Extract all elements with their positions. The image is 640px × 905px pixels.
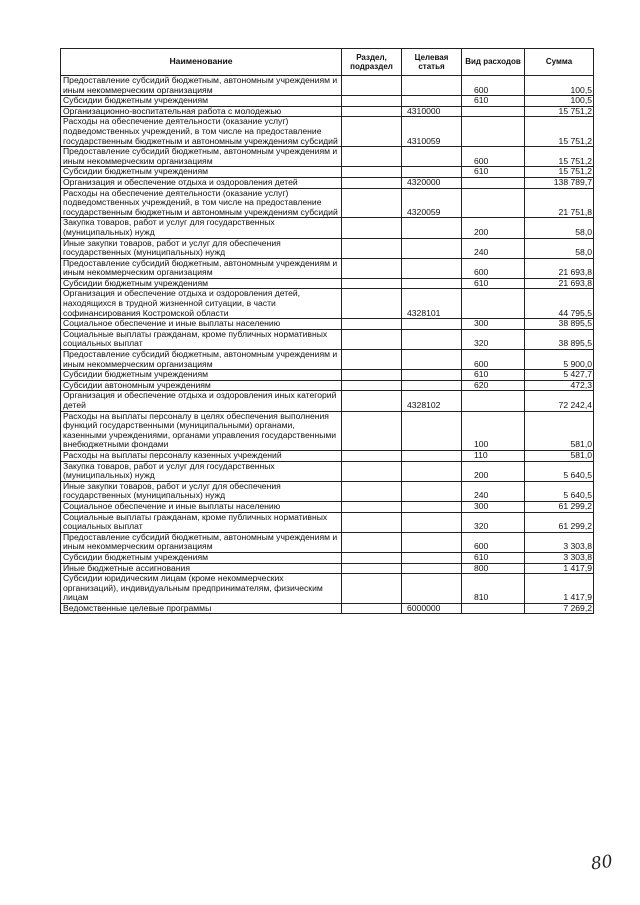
cell-article — [402, 76, 462, 96]
table-row — [61, 177, 594, 188]
page-number: 80 — [589, 851, 614, 875]
cell-section — [342, 147, 402, 167]
cell-kind: 810 — [462, 574, 525, 604]
cell-kind: 200 — [462, 461, 525, 481]
budget-table — [60, 48, 594, 614]
cell-kind: 610 — [462, 278, 525, 289]
cell-name: Социальные выплаты гражданам, кроме публичных нормативных социальных выплат — [61, 329, 342, 349]
cell-kind: 600 — [462, 147, 525, 167]
table-row — [61, 167, 594, 178]
cell-sum: 61 299,2 — [525, 501, 594, 512]
cell-article: 4328101 — [402, 289, 462, 319]
cell-kind — [462, 106, 525, 117]
cell-article — [402, 461, 462, 481]
cell-name: Субсидии бюджетным учреждениям — [61, 96, 342, 107]
cell-kind: 600 — [462, 350, 525, 370]
cell-section — [342, 258, 402, 278]
table-row — [61, 218, 594, 238]
cell-sum: 21 693,8 — [525, 258, 594, 278]
table-row — [61, 188, 594, 218]
cell-name: Закупка товаров, работ и услуг для государственных (муниципальных) нужд — [61, 218, 342, 238]
cell-name: Закупка товаров, работ и услуг для государственных (муниципальных) нужд — [61, 461, 342, 481]
cell-section — [342, 329, 402, 349]
cell-kind: 110 — [462, 450, 525, 461]
table-row — [61, 117, 594, 147]
cell-kind: 300 — [462, 319, 525, 330]
cell-section — [342, 319, 402, 330]
cell-article — [402, 501, 462, 512]
cell-sum: 15 751,2 — [525, 167, 594, 178]
cell-article: 6000000 — [402, 603, 462, 614]
cell-section — [342, 532, 402, 552]
table-row — [61, 563, 594, 574]
cell-name: Субсидии бюджетным учреждениям — [61, 370, 342, 381]
cell-section — [342, 106, 402, 117]
cell-article — [402, 167, 462, 178]
cell-sum: 61 299,2 — [525, 512, 594, 532]
cell-sum: 1 417,9 — [525, 574, 594, 604]
cell-section — [342, 218, 402, 238]
table-row — [61, 76, 594, 96]
cell-kind — [462, 117, 525, 147]
table-row — [61, 512, 594, 532]
cell-kind — [462, 188, 525, 218]
cell-name: Иные закупки товаров, работ и услуг для обеспечения государственных (муниципальных) нужд — [61, 481, 342, 501]
cell-sum: 5 640,5 — [525, 461, 594, 481]
cell-article — [402, 552, 462, 563]
cell-section — [342, 563, 402, 574]
cell-kind: 600 — [462, 76, 525, 96]
cell-name: Предоставление субсидий бюджетным, автономным учреждениям и иным некоммерческим организациям — [61, 76, 342, 96]
cell-name: Социальное обеспечение и иные выплаты населению — [61, 501, 342, 512]
cell-article: 4320000 — [402, 177, 462, 188]
header-article: Целевая статья — [402, 49, 462, 76]
table-row — [61, 603, 594, 614]
cell-kind: 610 — [462, 370, 525, 381]
cell-article — [402, 278, 462, 289]
cell-sum: 581,0 — [525, 450, 594, 461]
cell-article — [402, 319, 462, 330]
table-row — [61, 450, 594, 461]
cell-section — [342, 238, 402, 258]
cell-article — [402, 258, 462, 278]
cell-sum: 3 303,8 — [525, 532, 594, 552]
cell-name: Организация и обеспечение отдыха и оздоровления иных категорий детей — [61, 391, 342, 411]
cell-section — [342, 552, 402, 563]
cell-section — [342, 350, 402, 370]
cell-sum: 38 895,5 — [525, 329, 594, 349]
table-row — [61, 461, 594, 481]
cell-kind: 240 — [462, 481, 525, 501]
table-row — [61, 391, 594, 411]
cell-kind: 610 — [462, 96, 525, 107]
cell-kind — [462, 603, 525, 614]
table-row — [61, 350, 594, 370]
table-row — [61, 147, 594, 167]
cell-kind: 610 — [462, 552, 525, 563]
cell-kind: 320 — [462, 512, 525, 532]
cell-kind: 800 — [462, 563, 525, 574]
cell-section — [342, 278, 402, 289]
cell-section — [342, 177, 402, 188]
cell-name: Субсидии бюджетным учреждениям — [61, 552, 342, 563]
cell-sum: 44 795,5 — [525, 289, 594, 319]
table-row — [61, 380, 594, 391]
cell-name: Иные бюджетные ассигнования — [61, 563, 342, 574]
cell-kind: 620 — [462, 380, 525, 391]
cell-section — [342, 289, 402, 319]
table-row — [61, 319, 594, 330]
table-body — [61, 76, 594, 614]
cell-article — [402, 450, 462, 461]
cell-sum: 3 303,8 — [525, 552, 594, 563]
cell-sum: 15 751,2 — [525, 106, 594, 117]
cell-name: Расходы на выплаты персоналу казенных учреждений — [61, 450, 342, 461]
table-row — [61, 532, 594, 552]
table-row — [61, 278, 594, 289]
cell-sum: 15 751,2 — [525, 117, 594, 147]
header-sum: Сумма — [525, 49, 594, 76]
cell-section — [342, 380, 402, 391]
cell-name: Субсидии юридическим лицам (кроме некоммерческих организаций), индивидуальным предпринимателям, физическим лицам — [61, 574, 342, 604]
cell-article — [402, 563, 462, 574]
cell-sum: 472,3 — [525, 380, 594, 391]
cell-kind — [462, 391, 525, 411]
table-row — [61, 258, 594, 278]
cell-sum: 58,0 — [525, 238, 594, 258]
cell-article — [402, 370, 462, 381]
cell-sum: 38 895,5 — [525, 319, 594, 330]
cell-section — [342, 117, 402, 147]
cell-sum: 21 693,8 — [525, 278, 594, 289]
cell-kind: 300 — [462, 501, 525, 512]
cell-article — [402, 147, 462, 167]
cell-section — [342, 481, 402, 501]
cell-article — [402, 329, 462, 349]
cell-sum: 58,0 — [525, 218, 594, 238]
cell-sum: 100,5 — [525, 96, 594, 107]
cell-article — [402, 350, 462, 370]
cell-section — [342, 391, 402, 411]
cell-section — [342, 603, 402, 614]
cell-section — [342, 501, 402, 512]
cell-sum: 21 751,8 — [525, 188, 594, 218]
cell-name: Субсидии бюджетным учреждениям — [61, 167, 342, 178]
table-row — [61, 289, 594, 319]
cell-article: 4320059 — [402, 188, 462, 218]
cell-name: Иные закупки товаров, работ и услуг для обеспечения государственных (муниципальных) нужд — [61, 238, 342, 258]
cell-name: Социальные выплаты гражданам, кроме публичных нормативных социальных выплат — [61, 512, 342, 532]
cell-section — [342, 574, 402, 604]
cell-kind: 200 — [462, 218, 525, 238]
cell-article — [402, 532, 462, 552]
cell-section — [342, 96, 402, 107]
cell-name: Субсидии автономным учреждениям — [61, 380, 342, 391]
cell-kind: 240 — [462, 238, 525, 258]
cell-article: 4310000 — [402, 106, 462, 117]
table-row — [61, 370, 594, 381]
cell-name: Ведомственные целевые программы — [61, 603, 342, 614]
cell-name: Предоставление субсидий бюджетным, автономным учреждениям и иным некоммерческим организациям — [61, 532, 342, 552]
cell-article — [402, 238, 462, 258]
cell-name: Субсидии бюджетным учреждениям — [61, 278, 342, 289]
cell-section — [342, 167, 402, 178]
cell-name: Организационно-воспитательная работа с молодежью — [61, 106, 342, 117]
cell-sum: 138 789,7 — [525, 177, 594, 188]
cell-kind: 600 — [462, 258, 525, 278]
cell-name: Предоставление субсидий бюджетным, автономным учреждениям и иным некоммерческим организациям — [61, 258, 342, 278]
cell-name: Социальное обеспечение и иные выплаты населению — [61, 319, 342, 330]
cell-sum: 7 269,2 — [525, 603, 594, 614]
cell-article — [402, 574, 462, 604]
cell-article — [402, 380, 462, 391]
cell-section — [342, 450, 402, 461]
header-name: Наименование — [61, 49, 342, 76]
cell-name: Расходы на обеспечение деятельности (оказание услуг) подведомственных учреждений, в том числе на предоставление государственным бюджетным и автономным учреждениям субсидий — [61, 188, 342, 218]
table-row — [61, 574, 594, 604]
table-row — [61, 106, 594, 117]
cell-article: 4310059 — [402, 117, 462, 147]
cell-name: Предоставление субсидий бюджетным, автономным учреждениям и иным некоммерческим организациям — [61, 350, 342, 370]
cell-article — [402, 481, 462, 501]
cell-section — [342, 370, 402, 381]
table-row — [61, 481, 594, 501]
cell-sum: 72 242,4 — [525, 391, 594, 411]
cell-kind — [462, 289, 525, 319]
cell-name: Предоставление субсидий бюджетным, автономным учреждениям и иным некоммерческим организациям — [61, 147, 342, 167]
cell-kind — [462, 177, 525, 188]
cell-section — [342, 461, 402, 481]
cell-article — [402, 96, 462, 107]
cell-section — [342, 188, 402, 218]
cell-kind: 100 — [462, 411, 525, 450]
cell-kind: 320 — [462, 329, 525, 349]
cell-section — [342, 512, 402, 532]
cell-article — [402, 218, 462, 238]
cell-section — [342, 411, 402, 450]
cell-kind: 600 — [462, 532, 525, 552]
cell-sum: 5 640,5 — [525, 481, 594, 501]
cell-name: Расходы на обеспечение деятельности (оказание услуг) подведомственных учреждений, в том числе на предоставление государственным бюджетным и автономным учреждениям субсидий — [61, 117, 342, 147]
table-row — [61, 238, 594, 258]
table-header-row — [61, 49, 594, 76]
cell-sum: 581,0 — [525, 411, 594, 450]
table-row — [61, 96, 594, 107]
cell-name: Расходы на выплаты персоналу в целях обеспечения выполнения функций государственными (муниципальными) органами, казенными учреждениями, органами управления государственными внебюджетными фондами — [61, 411, 342, 450]
cell-sum: 100,5 — [525, 76, 594, 96]
cell-name: Организация и обеспечение отдыха и оздоровления детей, находящихся в трудной жизненной ситуации, в части софинансирования Костромской области — [61, 289, 342, 319]
table-row — [61, 552, 594, 563]
header-kind: Вид расходов — [462, 49, 525, 76]
table-row — [61, 411, 594, 450]
cell-sum: 15 751,2 — [525, 147, 594, 167]
header-section: Раздел, подраздел — [342, 49, 402, 76]
cell-article — [402, 411, 462, 450]
cell-sum: 5 427,7 — [525, 370, 594, 381]
cell-article: 4328102 — [402, 391, 462, 411]
cell-article — [402, 512, 462, 532]
cell-name: Организация и обеспечение отдыха и оздоровления детей — [61, 177, 342, 188]
cell-kind: 610 — [462, 167, 525, 178]
cell-sum: 1 417,9 — [525, 563, 594, 574]
cell-sum: 5 900,0 — [525, 350, 594, 370]
cell-section — [342, 76, 402, 96]
table-row — [61, 501, 594, 512]
table-row — [61, 329, 594, 349]
